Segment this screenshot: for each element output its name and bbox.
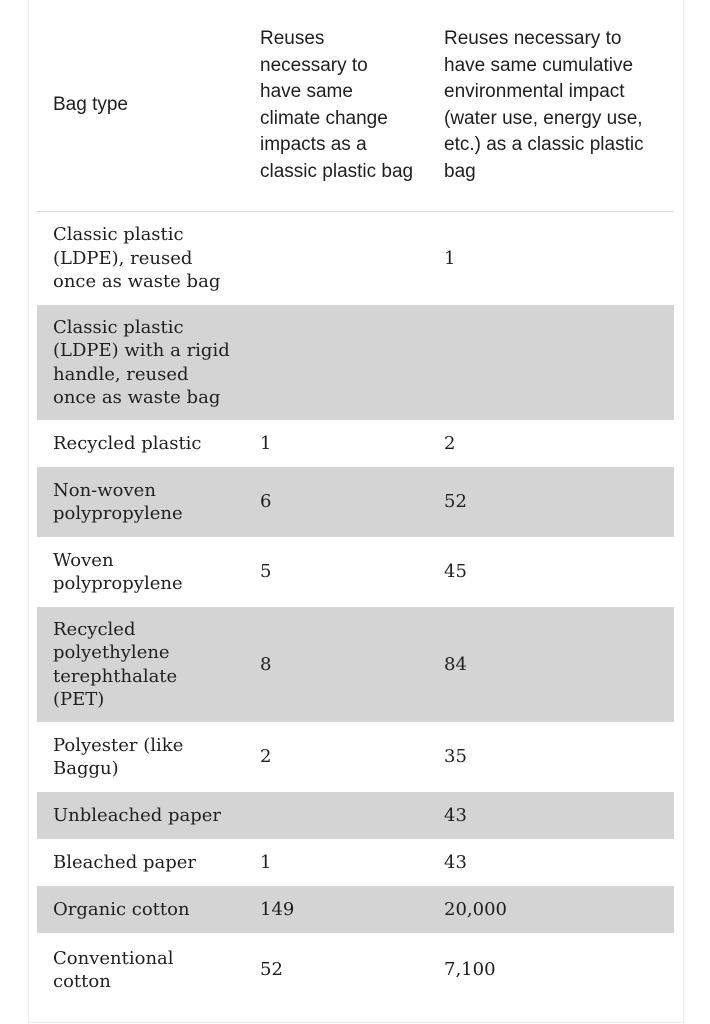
table-row <box>37 467 674 537</box>
cell-climate: 149 <box>244 886 428 933</box>
cell-climate: 1 <box>260 432 272 454</box>
cell-cumulative: 43 <box>428 792 674 839</box>
cell-bag-type: Classic plastic (LDPE) with a rigid handle, reused once as waste bag <box>37 305 244 420</box>
cell-climate <box>244 305 428 420</box>
table-row <box>37 212 674 306</box>
cell-climate <box>244 212 428 306</box>
cell-cumulative: 7,100 <box>444 959 496 981</box>
table-row <box>37 420 674 467</box>
cell-cumulative <box>428 305 674 420</box>
cell-cumulative: 84 <box>428 607 674 722</box>
table-row <box>37 933 674 1007</box>
cell-cumulative: 1 <box>444 247 456 269</box>
cell-bag-type: Bleached paper <box>53 851 196 873</box>
table-row <box>37 839 674 886</box>
table-row <box>37 607 674 722</box>
cell-climate <box>244 792 428 839</box>
bag-reuse-table <box>37 0 674 1007</box>
cell-bag-type: Woven polypropylene <box>53 549 183 594</box>
header-climate-reuses: Reuses necessary to have same climate change impacts as a classic plastic bag <box>244 0 428 212</box>
table-header-row <box>37 0 674 212</box>
cell-bag-type: Classic plastic (LDPE), reused once as waste bag <box>53 224 221 293</box>
cell-bag-type: Recycled polyethylene terephthalate (PET) <box>37 607 244 722</box>
cell-bag-type: Recycled plastic <box>53 432 202 454</box>
cell-bag-type: Unbleached paper <box>37 792 244 839</box>
cell-climate: 8 <box>244 607 428 722</box>
table-container <box>28 0 684 1023</box>
table-row <box>37 792 674 839</box>
cell-climate: 52 <box>260 959 283 981</box>
header-bag-type: Bag type <box>37 0 244 212</box>
table-row <box>37 722 674 792</box>
header-cumulative-reuses: Reuses necessary to have same cumulative environmental impact (water use, energy use, etc.) as a classic plastic bag <box>428 0 674 212</box>
cell-cumulative: 45 <box>444 561 467 583</box>
cell-climate: 5 <box>260 561 272 583</box>
cell-cumulative: 35 <box>444 746 467 768</box>
cell-climate: 2 <box>260 746 272 768</box>
table-row <box>37 305 674 420</box>
cell-bag-type: Polyester (like Baggu) <box>53 734 184 779</box>
cell-bag-type: Non-woven polypropylene <box>37 467 244 537</box>
cell-cumulative: 43 <box>444 851 467 873</box>
cell-bag-type: Organic cotton <box>37 886 244 933</box>
cell-cumulative: 20,000 <box>428 886 674 933</box>
cell-cumulative: 52 <box>428 467 674 537</box>
cell-bag-type: Conventional cotton <box>53 947 174 992</box>
cell-cumulative: 2 <box>444 432 456 454</box>
table-row <box>37 537 674 607</box>
cell-climate: 6 <box>244 467 428 537</box>
table-row <box>37 886 674 933</box>
cell-climate: 1 <box>260 851 272 873</box>
